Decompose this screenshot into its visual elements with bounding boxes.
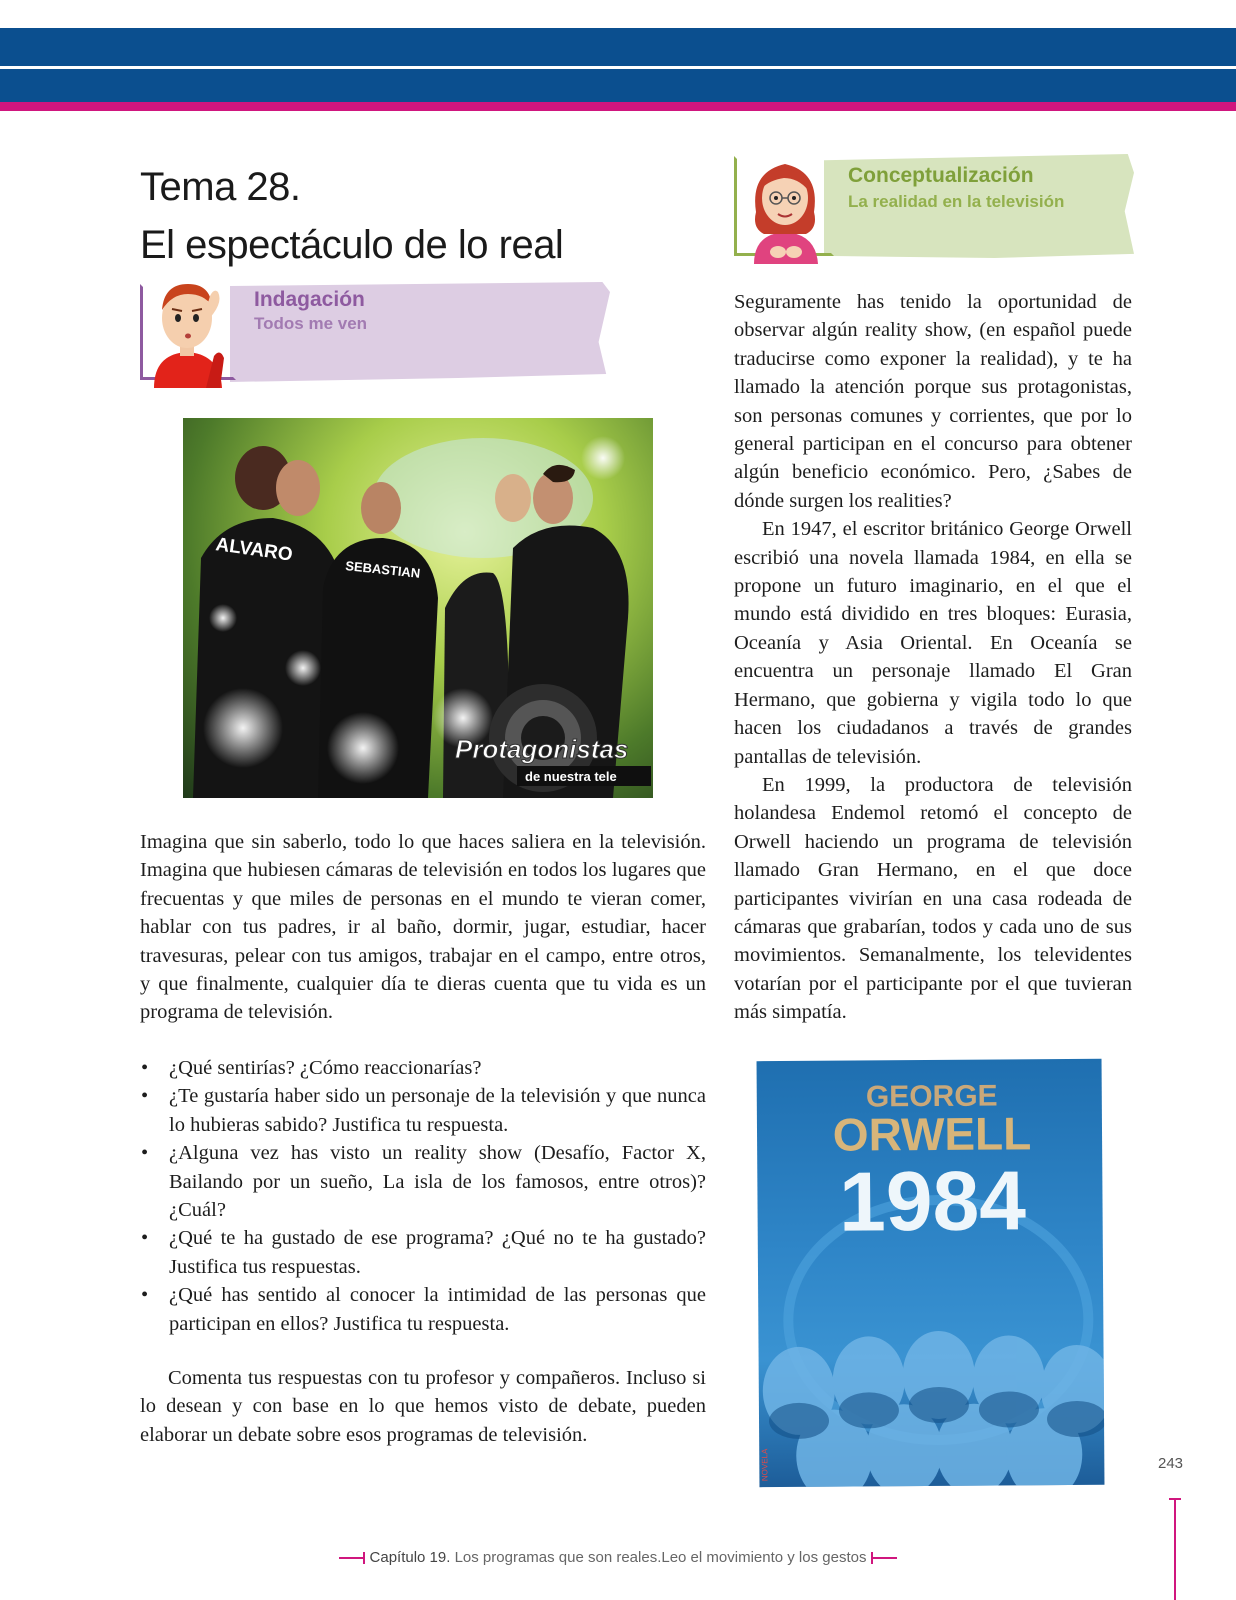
indagacion-closing-paragraph: Comenta tus respuestas con tu profesor y compañeros. Incluso si lo desean y con base en lo que hemos visto de debate, pueden elaborar un debate sobre esos programas de televisión. (140, 1367, 706, 1446)
page-footer (0, 1549, 1236, 1566)
question-item: • ¿Te gustaría haber sido un personaje de la televisión y que nunca lo hubieras sabido? Justifica tu respuesta. (140, 1082, 706, 1139)
header-bar-bottom (0, 69, 1236, 102)
concept-paragraph-2: En 1947, el escritor británico George Orwell escribió una novela llamada 1984, en ella se propone un futuro imaginario, en el que el mundo está dividido en tres bloques: Eurasia, Oceanía y Asia Oriental. En Oceanía se encuentra un personaje llamado El Gran Hermano, que gobierna y vigila todo lo que hacen los ciudadanos a través de grandes pantallas de televisión. (734, 518, 1132, 768)
indagacion-banner (140, 276, 620, 392)
shirt-label-sebastian: SEBASTIAN (344, 558, 421, 581)
reality-show-photo (183, 418, 653, 798)
book-spine-label: NOVELA (760, 1448, 770, 1482)
book-cover-illustration (757, 1059, 1105, 1487)
photo-caption: Protagonistas (455, 734, 629, 764)
conceptualizacion-banner (734, 152, 1134, 264)
header-accent-stripe (0, 102, 1236, 111)
title-line-2: El espectáculo de lo real (140, 223, 564, 267)
concept-paragraph-1: Seguramente has tenido la oportunidad de observar algún reality show, (en español puede traducirse como exponer la realidad), y te ha llamado la atención porque sus protagonistas, son personas comunes y corrientes, que por lo general participan en el concurso para obtener algún beneficio económico. Pero, ¿Sabes de dónde surgen los realities? (734, 291, 1132, 512)
photo-caption-sub: de nuestra tele (525, 769, 617, 784)
page-number: 243 (1158, 1455, 1184, 1472)
book-title: 1984 (838, 1153, 1027, 1249)
question-item: • ¿Qué sentirías? ¿Cómo reaccionarías? (140, 1054, 706, 1082)
footer-chapter: Capítulo 19. (369, 1549, 451, 1566)
question-list (140, 1054, 706, 1338)
page-title (140, 158, 680, 274)
indagacion-intro-paragraph: Imagina que sin saberlo, todo lo que haces saliera en la televisión. Imagina que hubiesen cámaras de televisión en todos los lugares que frecuentas y que miles de personas en el mundo te vieran comer, hablar con tus padres, ir al baño, dormir, jugar, estudiar, hacer travesuras, pelear con tus amigos, trabajar en el campo, entre otros, y que finalmente, cualquier día te dieras cuenta que tu vida es un programa de televisión. (140, 831, 706, 1024)
reality-show-illustration (183, 418, 653, 798)
header-bar-top (0, 28, 1236, 66)
title-line-1: Tema 28. (140, 165, 301, 209)
shirt-label-alvaro: ALVARO (214, 534, 294, 566)
orwell-1984-cover (757, 1059, 1105, 1487)
conceptualizacion-text (734, 288, 1132, 1027)
question-item: • ¿Qué te ha gustado de ese programa? ¿Qué no te ha gustado? Justifica tus respuestas. (140, 1224, 706, 1281)
footer-left-tick (339, 1557, 365, 1559)
conceptualizacion-heading: Conceptualización (848, 164, 1034, 187)
boy-thinking-icon (144, 276, 230, 388)
indagacion-subheading: Todos me ven (254, 314, 368, 333)
concept-paragraph-3: En 1999, la productora de televisión holandesa Endemol retomó el concepto de Orwell haciendo un programa de televisión llamado Gran Hermano, en el que doce participantes vivirían en una casa rodeada de cámaras que grabarían, todos y cada uno de sus movimientos. Semanalmente, los televidentes votarían por el participante por el que tuvieran más simpatía. (734, 773, 1132, 1024)
footer-right-tick (871, 1557, 897, 1559)
girl-teacher-icon (742, 152, 828, 264)
book-author-last: ORWELL (832, 1107, 1032, 1161)
question-item: • ¿Qué has sentido al conocer la intimidad de las personas que participan en ellos? Justifica tu respuesta. (140, 1281, 706, 1338)
indagacion-heading: Indagación (254, 288, 365, 311)
question-item: • ¿Alguna vez has visto un reality show (Desafío, Factor X, Bailando por un sueño, La isla de los famosos, entre otros)? ¿Cuál? (140, 1139, 706, 1224)
footer-chapter-title: Los programas que son reales.Leo el movimiento y los gestos (454, 1549, 867, 1566)
book-author-first: GEORGE (865, 1079, 998, 1114)
conceptualizacion-subheading: La realidad en la televisión (848, 192, 1065, 211)
